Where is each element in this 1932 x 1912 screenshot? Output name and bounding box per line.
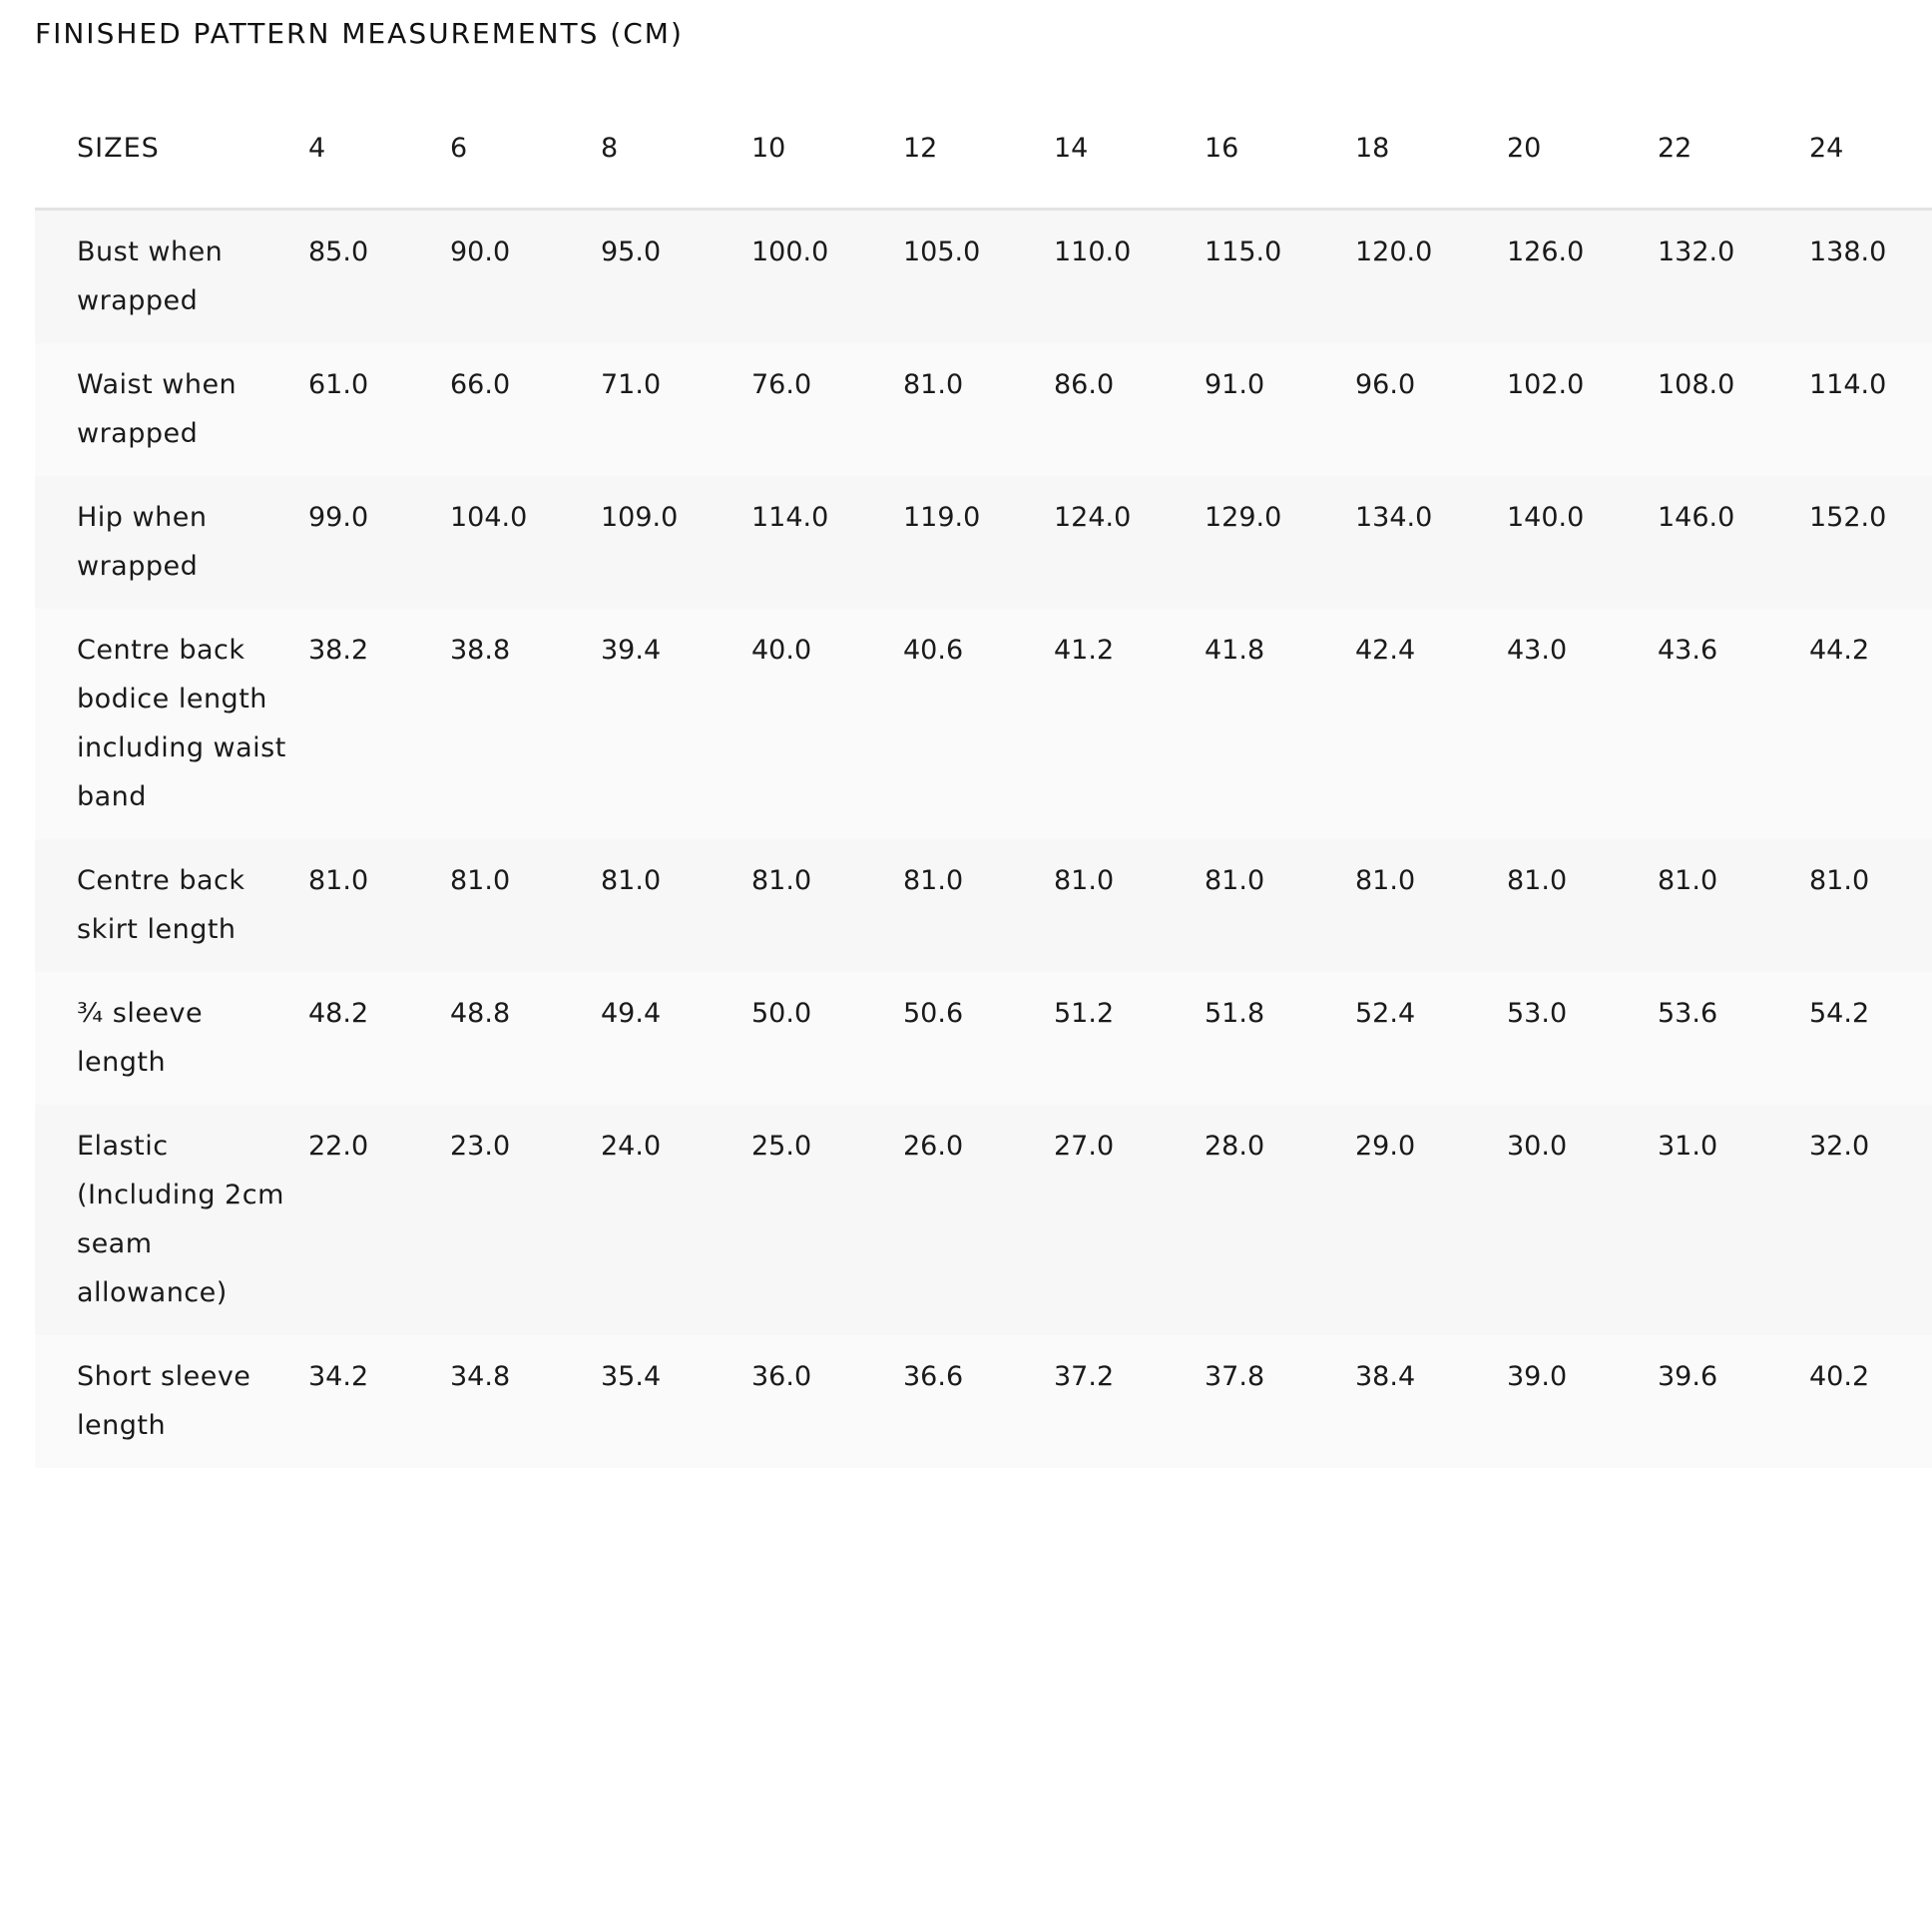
measurement-value: 109.0 <box>601 476 751 609</box>
measurement-value: 31.0 <box>1658 1105 1809 1335</box>
measurement-value: 36.0 <box>751 1335 903 1468</box>
measurement-label: Elastic (Including 2cm seam allowance) <box>35 1105 308 1335</box>
measurement-value: 24.0 <box>601 1105 751 1335</box>
size-header: 14 <box>1054 88 1205 210</box>
measurement-value: 71.0 <box>601 343 751 476</box>
measurement-value: 110.0 <box>1054 210 1205 344</box>
measurement-value: 86.0 <box>1054 343 1205 476</box>
measurement-value: 96.0 <box>1355 343 1507 476</box>
measurement-value: 42.4 <box>1355 609 1507 839</box>
measurement-value: 25.0 <box>751 1105 903 1335</box>
measurement-value: 38.8 <box>450 609 601 839</box>
table-row <box>35 343 1932 476</box>
measurement-label: Centre back bodice length including waist band <box>35 609 308 839</box>
measurement-value: 108.0 <box>1658 343 1809 476</box>
measurement-value: 140.0 <box>1507 476 1658 609</box>
measurement-value: 38.2 <box>308 609 450 839</box>
measurement-value: 81.0 <box>751 839 903 972</box>
measurement-label: Bust when wrapped <box>35 210 308 344</box>
measurement-value: 146.0 <box>1658 476 1809 609</box>
measurement-value: 52.4 <box>1355 972 1507 1105</box>
measurement-value: 51.2 <box>1054 972 1205 1105</box>
size-header: 16 <box>1205 88 1355 210</box>
measurement-value: 39.6 <box>1658 1335 1809 1468</box>
table-body <box>35 210 1932 1469</box>
table-row <box>35 210 1932 344</box>
measurement-value: 37.2 <box>1054 1335 1205 1468</box>
measurement-value: 81.0 <box>450 839 601 972</box>
measurement-value: 50.6 <box>903 972 1054 1105</box>
table-header-row <box>35 88 1932 210</box>
measurement-value: 54.2 <box>1809 972 1932 1105</box>
table-row <box>35 839 1932 972</box>
measurement-value: 34.8 <box>450 1335 601 1468</box>
sizes-header: SIZES <box>35 88 308 210</box>
measurement-value: 23.0 <box>450 1105 601 1335</box>
measurement-label: Centre back skirt length <box>35 839 308 972</box>
measurement-value: 41.2 <box>1054 609 1205 839</box>
measurement-value: 30.0 <box>1507 1105 1658 1335</box>
measurement-value: 22.0 <box>308 1105 450 1335</box>
measurement-value: 49.4 <box>601 972 751 1105</box>
measurement-value: 51.8 <box>1205 972 1355 1105</box>
measurement-value: 81.0 <box>1507 839 1658 972</box>
table-row <box>35 1105 1932 1335</box>
measurement-value: 85.0 <box>308 210 450 344</box>
measurement-value: 28.0 <box>1205 1105 1355 1335</box>
measurement-value: 114.0 <box>751 476 903 609</box>
size-header: 22 <box>1658 88 1809 210</box>
measurement-value: 132.0 <box>1658 210 1809 344</box>
measurement-value: 129.0 <box>1205 476 1355 609</box>
measurement-value: 36.6 <box>903 1335 1054 1468</box>
measurement-value: 81.0 <box>308 839 450 972</box>
measurement-label: Short sleeve length <box>35 1335 308 1468</box>
measurement-value: 37.8 <box>1205 1335 1355 1468</box>
measurement-value: 43.0 <box>1507 609 1658 839</box>
measurement-value: 102.0 <box>1507 343 1658 476</box>
measurement-value: 138.0 <box>1809 210 1932 344</box>
size-header: 6 <box>450 88 601 210</box>
measurement-value: 61.0 <box>308 343 450 476</box>
measurement-label: Hip when wrapped <box>35 476 308 609</box>
measurement-value: 81.0 <box>1355 839 1507 972</box>
table-row <box>35 972 1932 1105</box>
measurement-value: 100.0 <box>751 210 903 344</box>
measurement-value: 32.0 <box>1809 1105 1932 1335</box>
measurement-value: 48.2 <box>308 972 450 1105</box>
measurement-value: 105.0 <box>903 210 1054 344</box>
measurement-value: 40.0 <box>751 609 903 839</box>
measurement-value: 27.0 <box>1054 1105 1205 1335</box>
measurement-value: 43.6 <box>1658 609 1809 839</box>
measurement-value: 114.0 <box>1809 343 1932 476</box>
measurement-value: 81.0 <box>1205 839 1355 972</box>
measurement-value: 152.0 <box>1809 476 1932 609</box>
measurement-value: 41.8 <box>1205 609 1355 839</box>
measurement-value: 81.0 <box>903 839 1054 972</box>
page-title: FINISHED PATTERN MEASUREMENTS (CM) <box>35 17 684 50</box>
measurement-value: 40.2 <box>1809 1335 1932 1468</box>
measurement-value: 39.0 <box>1507 1335 1658 1468</box>
measurement-value: 48.8 <box>450 972 601 1105</box>
measurement-value: 35.4 <box>601 1335 751 1468</box>
measurement-value: 99.0 <box>308 476 450 609</box>
measurement-value: 81.0 <box>601 839 751 972</box>
measurement-value: 95.0 <box>601 210 751 344</box>
size-header: 8 <box>601 88 751 210</box>
measurement-value: 81.0 <box>903 343 1054 476</box>
measurement-value: 76.0 <box>751 343 903 476</box>
measurement-value: 91.0 <box>1205 343 1355 476</box>
table-row <box>35 609 1932 839</box>
measurement-value: 53.6 <box>1658 972 1809 1105</box>
measurement-value: 38.4 <box>1355 1335 1507 1468</box>
measurement-value: 81.0 <box>1809 839 1932 972</box>
measurements-table <box>35 88 1932 1468</box>
measurement-value: 34.2 <box>308 1335 450 1468</box>
measurements-table-container <box>35 88 1932 1468</box>
size-header: 4 <box>308 88 450 210</box>
measurement-value: 90.0 <box>450 210 601 344</box>
size-header: 12 <box>903 88 1054 210</box>
table-row <box>35 1335 1932 1468</box>
measurement-value: 120.0 <box>1355 210 1507 344</box>
measurement-value: 53.0 <box>1507 972 1658 1105</box>
measurement-value: 124.0 <box>1054 476 1205 609</box>
size-header: 10 <box>751 88 903 210</box>
measurement-value: 50.0 <box>751 972 903 1105</box>
measurement-value: 134.0 <box>1355 476 1507 609</box>
size-header: 18 <box>1355 88 1507 210</box>
measurement-value: 81.0 <box>1054 839 1205 972</box>
measurement-value: 39.4 <box>601 609 751 839</box>
measurement-value: 115.0 <box>1205 210 1355 344</box>
size-header: 24 <box>1809 88 1932 210</box>
measurement-value: 29.0 <box>1355 1105 1507 1335</box>
measurement-value: 66.0 <box>450 343 601 476</box>
measurement-value: 44.2 <box>1809 609 1932 839</box>
measurement-label: Waist when wrapped <box>35 343 308 476</box>
measurement-value: 40.6 <box>903 609 1054 839</box>
measurement-value: 126.0 <box>1507 210 1658 344</box>
measurement-label: ¾ sleeve length <box>35 972 308 1105</box>
table-row <box>35 476 1932 609</box>
size-header: 20 <box>1507 88 1658 210</box>
measurement-value: 26.0 <box>903 1105 1054 1335</box>
measurement-value: 104.0 <box>450 476 601 609</box>
measurement-value: 81.0 <box>1658 839 1809 972</box>
measurement-value: 119.0 <box>903 476 1054 609</box>
